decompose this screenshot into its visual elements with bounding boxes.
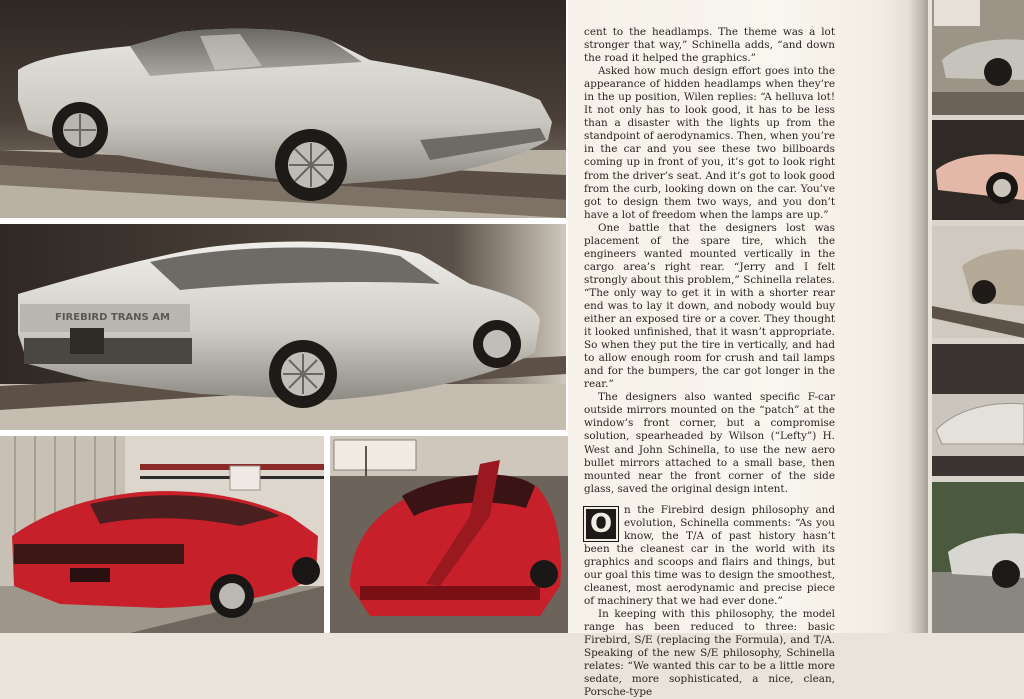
- photo-red-rear: [0, 436, 324, 633]
- next-page-photo-illustration: [932, 120, 1024, 220]
- article-paragraph: Asked how much design effort goes into the appearance of hidden headlamps when they’re in the up position, Wilen replies: “A helluva lot! It not only has to look good, it has to be less than a disaster with the lights up from the standpoint of aerodynamics. Then, when you’re in the car and you see these two billboards coming up in front of you, it’s got to look right from the driver’s seat. And it’s got to look good from the curb, looking down on the car. You’ve got to design them two ways, and you don’t have a lot of freedom when the lamps are up.”: [584, 65, 835, 221]
- dropcap-paragraph-text: n the Firebird design philosophy and evolution, Schinella comments: “As you know, the T/A of past history hasn’t been the cleanest car in the world with its graphics and scoops and flairs and things, but our goal this time was to design the smoothest, cleanest, most aerodynamic and precise piece of machinery that we had ever done.”: [584, 503, 835, 608]
- photo-red-front: [330, 436, 568, 633]
- article-column: [584, 26, 835, 699]
- next-page-photo-illustration: [932, 226, 1024, 338]
- red-rear-illustration: [0, 436, 324, 633]
- next-page-photo-illustration: [932, 344, 1024, 476]
- article-paragraph: The designers also wanted specific F-car outside mirrors mounted on the “patch” at the window’s front corner, but a compromise solution, spearheaded by Wilson (“Lefty”) H. West and John Schinella, to use the new aero bullet mirrors attached to a small base, then mounted near the front corner of the side glass, saved the original design intent.: [584, 391, 835, 495]
- page-fold-shadow: [880, 0, 928, 633]
- next-page-photo: [932, 344, 1024, 476]
- next-page-photo-illustration: [932, 482, 1024, 633]
- silver-rear-illustration: [0, 224, 566, 430]
- next-page-photo: [932, 120, 1024, 220]
- article-paragraph: One battle that the designers lost was placement of the spare tire, which the engineers wanted mounted vertically in the cargo area’s right rear. “Jerry and I felt strongly about this problem,” Schinella relates. “The only way to get it in with a shorter rear end was to lay it down, and nobody would buy either an exposed tire or a cover. They thought it looked unfinished, that it wasn’t appropriate. So when they put the tire in vertically, and had to allow enough room for crush and tail lamps and for the bumpers, the car got longer in the rear.”: [584, 221, 835, 391]
- red-front-illustration: [330, 436, 568, 633]
- dropcap-letter: O: [584, 507, 618, 541]
- article-paragraph: In keeping with this philosophy, the model range has been reduced to three: basic Firebird, S/E (replacing the Formula), and T/A. Speaking of the new S/E philosophy, Schinella relates: “We wanted this car to be a little more sedate, more sophisticated, a nice, clean, Porsche-type: [584, 608, 835, 699]
- rear-badge-text: FIREBIRD TRANS AM: [55, 312, 170, 323]
- article-paragraph: cent to the headlamps. The theme was a lot stronger that way,” Schinella adds, “and down the road it helped the graphics.”: [584, 26, 835, 65]
- dropcap-paragraph: [584, 504, 835, 608]
- next-page-photo-illustration: [932, 0, 1024, 115]
- next-page-photo: [932, 226, 1024, 338]
- photo-silver-rear: [0, 224, 566, 430]
- next-page-photo: [932, 482, 1024, 633]
- silver-front-illustration: [0, 0, 566, 218]
- photo-silver-front: [0, 0, 566, 218]
- next-page-photo: [932, 0, 1024, 115]
